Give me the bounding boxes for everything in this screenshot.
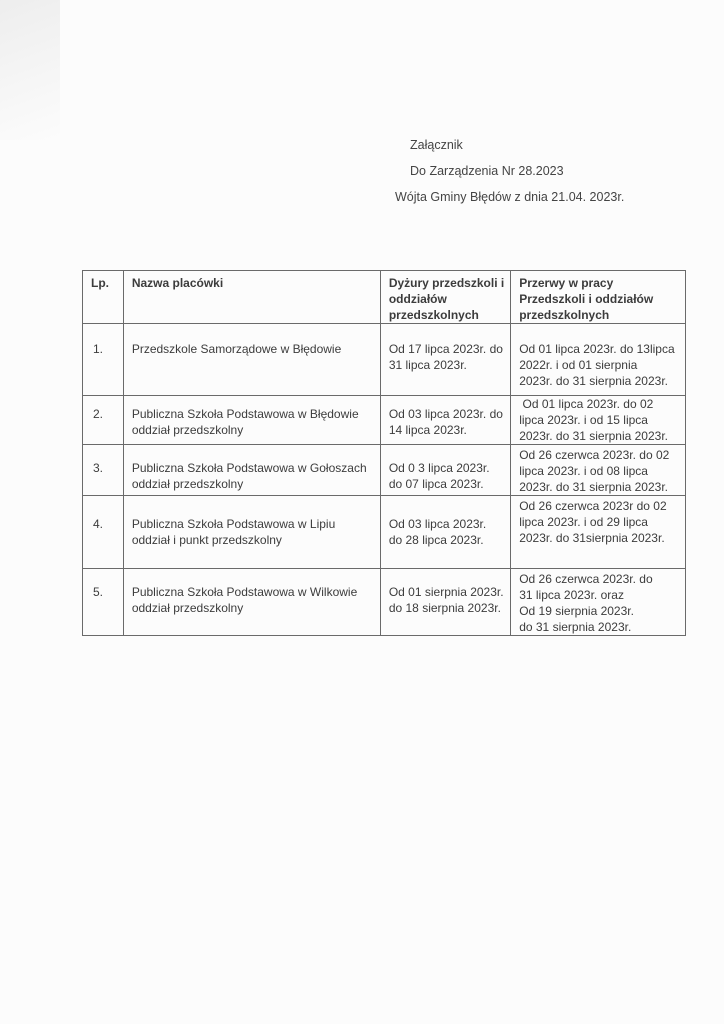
table-row (83, 396, 686, 445)
row-name: Publiczna Szkoła Podstawowa w Gołoszach oddział przedszkolny (123, 445, 380, 496)
row-duty: Od 17 lipca 2023r. do 31 lipca 2023r. (380, 324, 510, 396)
table-row (83, 569, 686, 636)
row-lp: 4. (83, 496, 124, 569)
header-duty: Dyżury przedszkoli i oddziałów przedszkolnych (380, 271, 510, 324)
row-name: Publiczna Szkoła Podstawowa w Lipiu oddział i punkt przedszkolny (123, 496, 380, 569)
row-breaks: Od 26 czerwca 2023r do 02 lipca 2023r. i od 29 lipca 2023r. do 31sierpnia 2023r. (511, 496, 686, 569)
table-row (83, 445, 686, 496)
header-lp: Lp. (83, 271, 124, 324)
row-name: Publiczna Szkoła Podstawowa w Błędowie oddział przedszkolny (123, 396, 380, 445)
document-header (395, 132, 624, 210)
table-row (83, 496, 686, 569)
row-lp: 5. (83, 569, 124, 636)
row-name: Przedszkole Samorządowe w Błędowie (123, 324, 380, 396)
row-lp: 2. (83, 396, 124, 445)
row-duty: Od 01 sierpnia 2023r. do 18 sierpnia 2023r. (380, 569, 510, 636)
header-breaks: Przerwy w pracy Przedszkoli i oddziałów przedszkolnych (511, 271, 686, 324)
table-header-row (83, 271, 686, 324)
header-name: Nazwa placówki (123, 271, 380, 324)
row-breaks: Od 01 lipca 2023r. do 02 lipca 2023r. i od 15 lipca 2023r. do 31 sierpnia 2023r. (511, 396, 686, 445)
row-breaks: Od 26 czerwca 2023r. do 31 lipca 2023r. oraz Od 19 sierpnia 2023r. do 31 sierpnia 2023r. (511, 569, 686, 636)
row-breaks: Od 26 czerwca 2023r. do 02 lipca 2023r. i od 08 lipca 2023r. do 31 sierpnia 2023r. (511, 445, 686, 496)
row-lp: 1. (83, 324, 124, 396)
row-duty: Od 03 lipca 2023r. do 28 lipca 2023r. (380, 496, 510, 569)
row-duty: Od 0 3 lipca 2023r. do 07 lipca 2023r. (380, 445, 510, 496)
header-ordinance: Do Zarządzenia Nr 28.2023 (410, 164, 564, 178)
row-duty: Od 03 lipca 2023r. do 14 lipca 2023r. (380, 396, 510, 445)
row-lp: 3. (83, 445, 124, 496)
table-row (83, 324, 686, 396)
header-attachment: Załącznik (410, 138, 463, 152)
row-breaks: Od 01 lipca 2023r. do 13lipca 2022r. i od 01 sierpnia 2023r. do 31 sierpnia 2023r. (511, 324, 686, 396)
header-issuer-date: Wójta Gminy Błędów z dnia 21.04. 2023r. (395, 190, 625, 204)
schedule-table (82, 270, 686, 636)
paper-fold-shadow (0, 0, 60, 140)
row-name: Publiczna Szkoła Podstawowa w Wilkowie oddział przedszkolny (123, 569, 380, 636)
